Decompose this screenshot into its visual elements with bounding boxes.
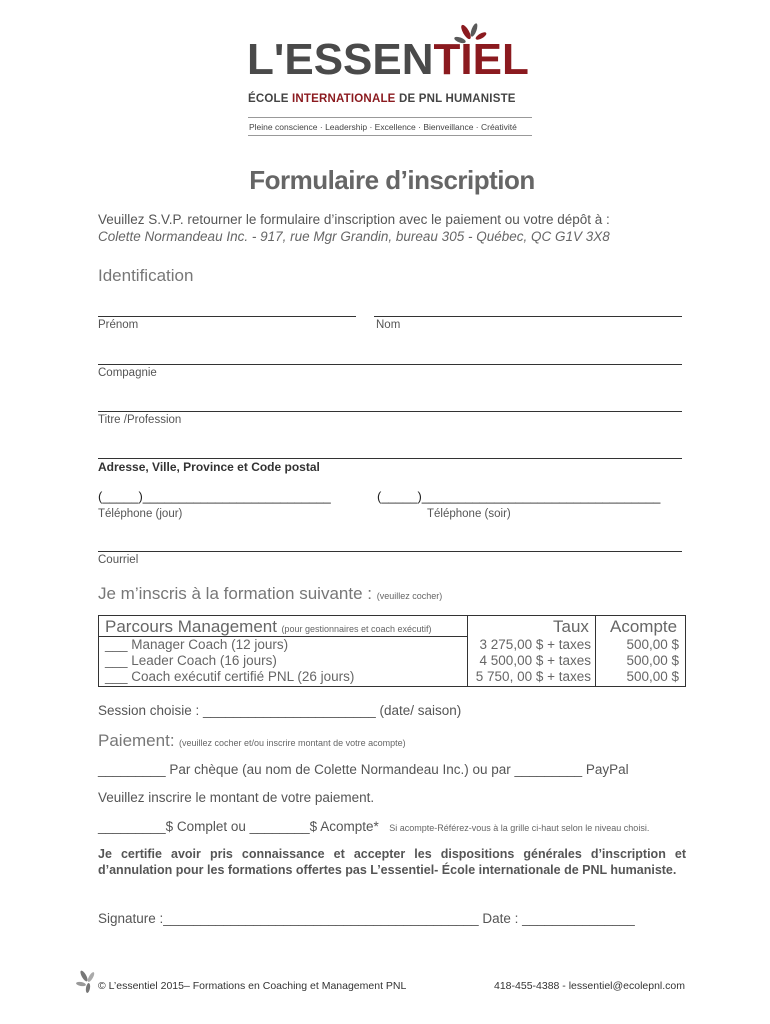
formation-heading-note: (veuillez cocher) <box>376 591 443 601</box>
paiement-heading-wrap <box>98 731 406 751</box>
adresse-field[interactable] <box>98 458 682 459</box>
row-manager-acompte: 500,00 $ <box>626 637 679 652</box>
prenom-label: Prénom <box>98 319 139 331</box>
row-leader-acompte: 500,00 $ <box>626 653 679 668</box>
paiement-amount-line[interactable] <box>98 818 649 836</box>
certification-text: Je certifie avoir pris connaissance et accepter les dispositions générales d’inscription et d’annulation pour les formations offertes pas L’essentiel- École internationale de PNL humaniste. <box>98 847 686 877</box>
logo-wordmark <box>247 35 529 84</box>
logo-word-accent: TIEL <box>433 35 529 84</box>
paiement-heading-note: (veuillez cocher et/ou inscrire montant de votre acompte) <box>179 738 406 748</box>
col-parcours-label: Parcours Management <box>105 617 277 636</box>
courriel-field[interactable] <box>98 551 682 552</box>
tel-jour-label: Téléphone (jour) <box>98 508 183 520</box>
row-executif-label[interactable]: ___ Coach exécutif certifié PNL (26 jours) <box>105 669 355 684</box>
paiement-heading: Paiement: <box>98 731 175 750</box>
formation-heading-wrap <box>98 584 442 604</box>
logo-sub-accent: INTERNATIONALE <box>292 93 396 105</box>
row-leader-taux: 4 500,00 $ + taxes <box>479 653 591 668</box>
row-leader-label[interactable]: ___ Leader Coach (16 jours) <box>105 653 277 668</box>
nom-field[interactable] <box>374 316 682 317</box>
row-manager-label[interactable]: ___ Manager Coach (12 jours) <box>105 637 289 652</box>
telephone-jour-field[interactable]: (_____)__________________________ <box>98 489 331 504</box>
paiement-instruction: Veuillez inscrire le montant de votre paiement. <box>98 790 375 805</box>
compagnie-field[interactable] <box>98 364 682 365</box>
col-parcours-note: (pour gestionnaires et coach exécutif) <box>281 624 432 634</box>
logo-divider-top <box>248 117 532 118</box>
signature-line[interactable]: Signature :__________________________________________ Date : _______________ <box>98 911 635 926</box>
logo-sub-prefix: ÉCOLE <box>248 93 293 105</box>
logo-subtitle <box>248 93 516 105</box>
paiement-method-line[interactable]: _________ Par chèque (au nom de Colette Normandeau Inc.) ou par _________ PayPal <box>98 762 629 777</box>
page-title: Formulaire d’inscription <box>249 165 535 195</box>
nom-label: Nom <box>376 319 401 331</box>
titre-field[interactable] <box>98 411 682 412</box>
adresse-label: Adresse, Ville, Province et Code postal <box>98 460 320 474</box>
return-address: Colette Normandeau Inc. - 917, rue Mgr Grandin, bureau 305 - Québec, QC G1V 3X8 <box>98 229 610 244</box>
col-acompte-header: Acompte <box>610 617 678 636</box>
paiement-amount-note: Si acompte-Référez-vous à la grille ci-haut selon le niveau choisi. <box>389 823 650 833</box>
titre-label: Titre /Profession <box>98 414 182 426</box>
tel-soir-label: Téléphone (soir) <box>427 508 511 520</box>
compagnie-label: Compagnie <box>98 367 157 379</box>
logo-word-main: L'ESSEN <box>247 35 434 84</box>
footer-contact[interactable]: 418-455-4388 - lessentiel@ecolepnl.com <box>494 980 686 992</box>
col-parcours-header <box>105 617 432 637</box>
telephone-soir-field[interactable]: (_____)_________________________________ <box>377 489 661 504</box>
logo-tagline: Pleine conscience · Leadership · Excellence · Bienveillance · Créativité <box>249 122 517 132</box>
row-executif-acompte: 500,00 $ <box>626 669 679 684</box>
session-field[interactable]: Session choisie : _______________________ (date/ saison) <box>98 703 462 718</box>
identification-heading: Identification <box>98 266 194 285</box>
formation-table <box>98 615 686 687</box>
logo-divider-bottom <box>248 135 532 136</box>
paiement-amount-text: _________$ Complet ou ________$ Acompte* <box>98 819 379 834</box>
prenom-field[interactable] <box>98 316 356 317</box>
footer-copyright: © L’essentiel 2015– Formations en Coaching et Management PNL <box>98 980 407 992</box>
intro-text: Veuillez S.V.P. retourner le formulaire d’inscription avec le paiement ou votre dépôt à : <box>98 212 610 227</box>
row-manager-taux: 3 275,00 $ + taxes <box>479 637 591 652</box>
row-executif-taux: 5 750, 00 $ + taxes <box>475 669 591 684</box>
formation-heading: Je m’inscris à la formation suivante : <box>98 584 372 603</box>
courriel-label: Courriel <box>98 554 139 566</box>
col-taux-header: Taux <box>553 617 589 636</box>
logo-sub-suffix: DE PNL HUMANISTE <box>395 93 516 105</box>
